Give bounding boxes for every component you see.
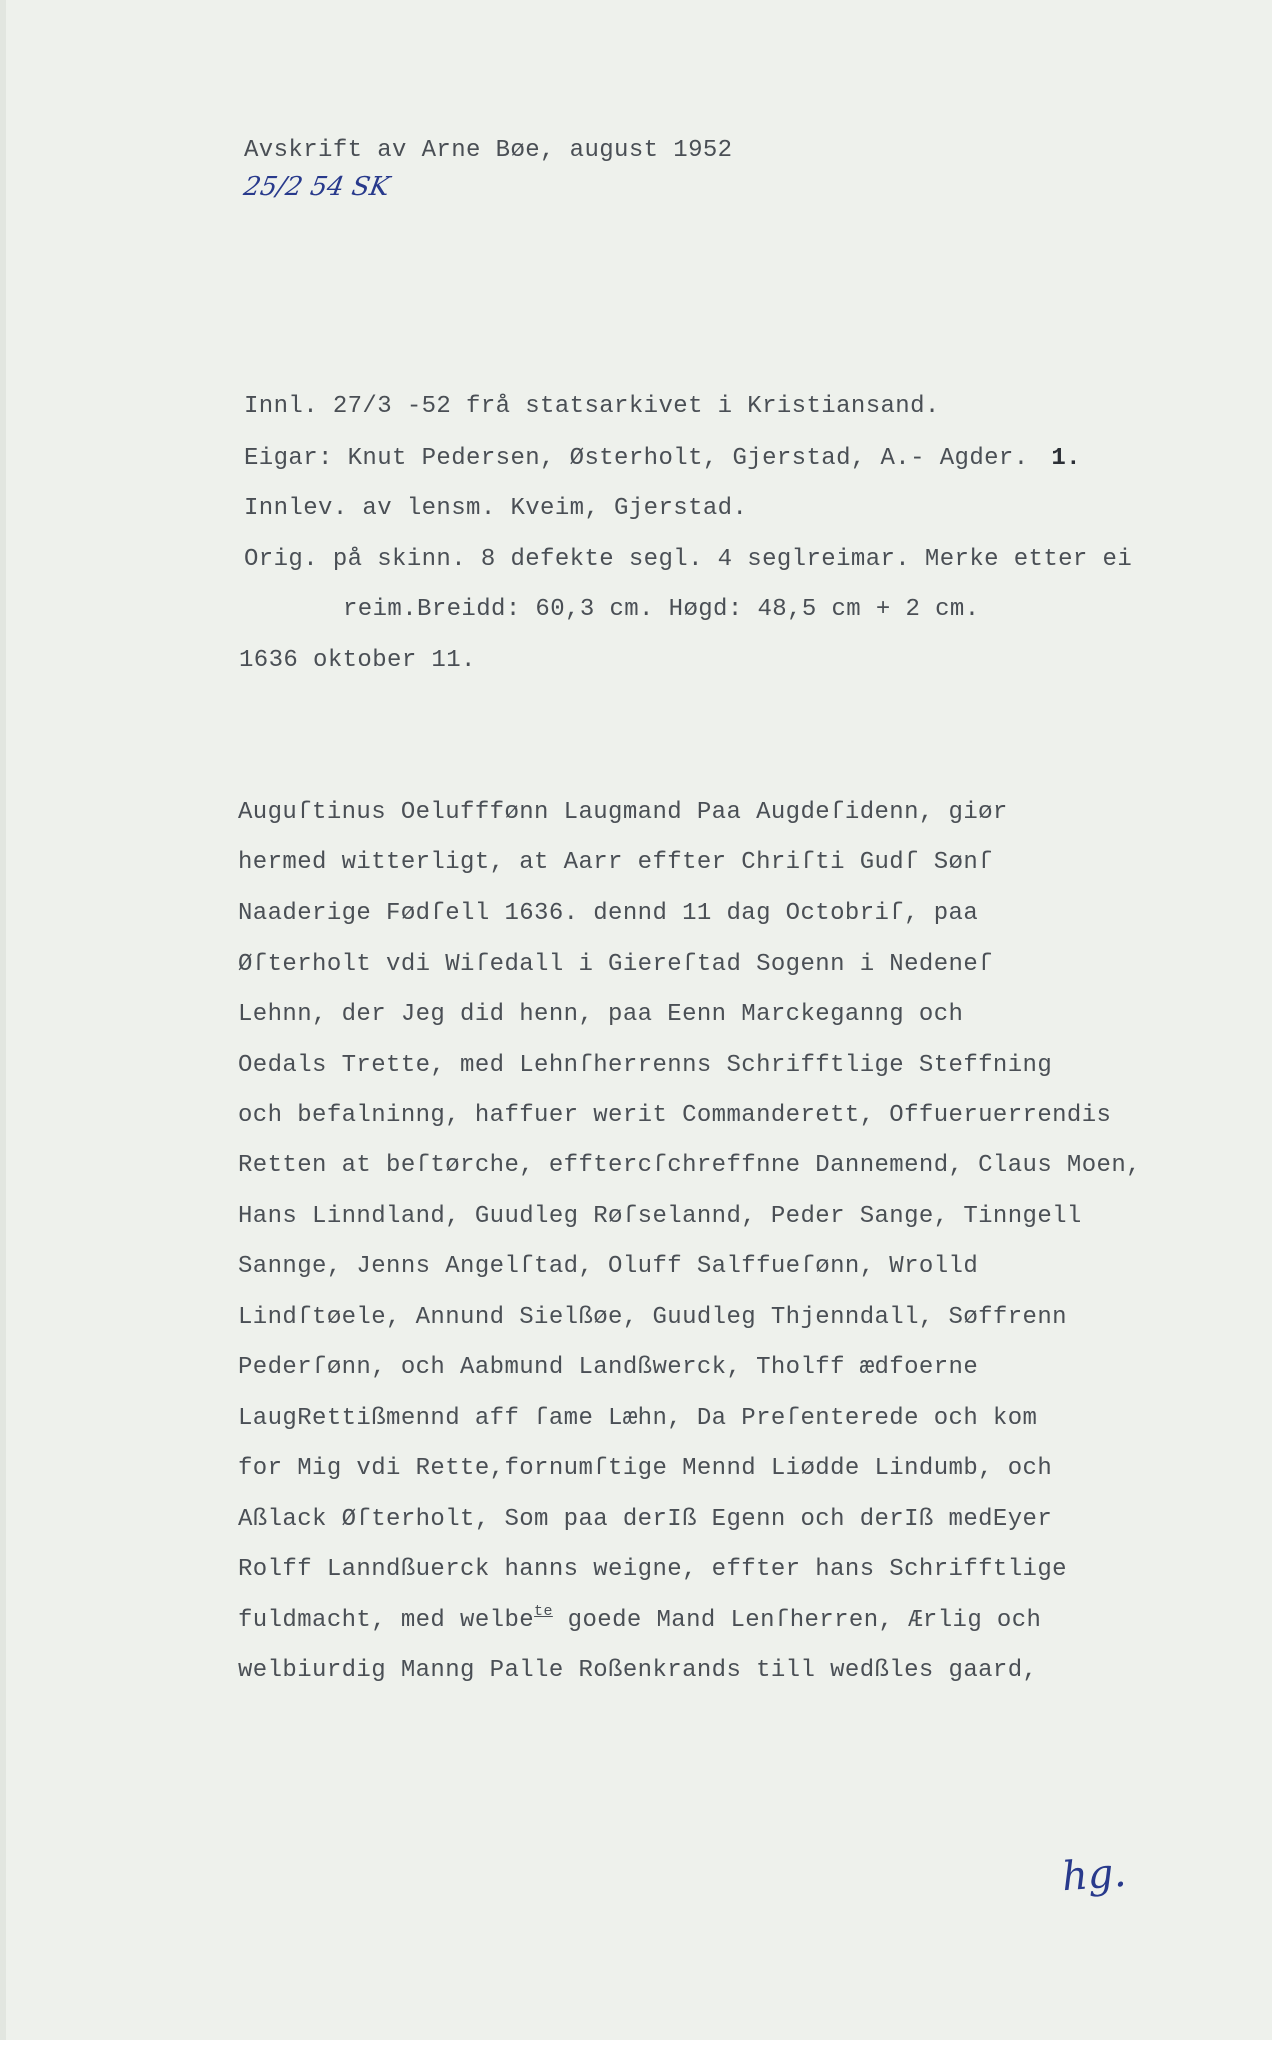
body-line: Auguſtinus Oelufffønn Laugmand Paa Augdeſidenn, giør — [238, 799, 1008, 826]
body-line-end: goede Mand Lenſherren, Ærlig och — [552, 1607, 1042, 1634]
record-dimensions-line: reim.Breidd: 60,3 cm. Høgd: 48,5 cm + 2 cm. — [343, 596, 980, 623]
transcript-note: Avskrift av Arne Bøe, august 1952 — [244, 137, 733, 164]
body-line: Pederſønn, och Aabmund Landßwerck, Tholff ædfoerne — [238, 1354, 979, 1381]
record-delivered-line: Innlev. av lensm. Kveim, Gjerstad. — [244, 495, 748, 522]
item-number: 1. — [1051, 445, 1081, 472]
record-original-line: Orig. på skinn. 8 defekte segl. 4 seglreimar. Merke etter ei — [244, 546, 1133, 573]
body-line: Øſterholt vdi Wiſedall i Giereſtad Sogenn i Nedeneſ — [238, 951, 993, 978]
record-date-line: 1636 oktober 11. — [239, 647, 476, 674]
body-line — [238, 1603, 1042, 1634]
owner-text: Eigar: Knut Pedersen, Østerholt, Gjerstad, A.- Agder. — [244, 445, 1029, 472]
body-line: LaugRettißmennd aff ſame Læhn, Da Preſenterede och kom — [238, 1405, 1038, 1432]
handwritten-reference: 25/2 54 SK — [241, 172, 392, 202]
record-owner-line — [244, 445, 1081, 472]
body-line: Naaderige Fødſell 1636. dennd 11 dag Octobriſ, paa — [238, 900, 979, 927]
body-line: for Mig vdi Rette,fornumſtige Mennd Liødde Lindumb, och — [238, 1455, 1053, 1482]
body-line: welbiurdig Manng Palle Roßenkrands till wedßles gaard, — [238, 1657, 1038, 1684]
superscript-abbreviation: te — [534, 1603, 553, 1620]
body-line: Sannge, Jenns Angelſtad, Oluff Salffueſønn, Wrolld — [238, 1253, 979, 1280]
body-line: Retten at beſtørche, efftercſchreffnne Dannemend, Claus Moen, — [238, 1152, 1141, 1179]
body-line: hermed witterligt, at Aarr effter Chriſti Gudſ Sønſ — [238, 849, 993, 876]
page-edge-shadow — [0, 0, 6, 2040]
body-line-start: fuldmacht, med welbe — [238, 1607, 535, 1634]
body-line: Hans Linndland, Guudleg Røſselannd, Peder Sange, Tinngell — [238, 1203, 1082, 1230]
body-line: och befalninng, haffuer werit Commanderett, Offueruerrendis — [238, 1102, 1112, 1129]
body-line: Rolff Lanndßuerck hanns weigne, effter hans Schrifftlige — [238, 1556, 1067, 1583]
record-received-line: Innl. 27/3 -52 frå statsarkivet i Kristiansand. — [244, 393, 940, 420]
body-line: Oedals Trette, med Lehnſherrenns Schrifftlige Steffning — [238, 1052, 1053, 1079]
body-line: Lindſtøele, Annund Sielßøe, Guudleg Thjenndall, Søffrenn — [238, 1304, 1067, 1331]
body-line: Lehnn, der Jeg did henn, paa Eenn Marckeganng och — [238, 1001, 964, 1028]
handwritten-initials: hg. — [1060, 1849, 1128, 1901]
body-line: Aßlack Øſterholt, Som paa derIß Egenn och derIß medEyer — [238, 1506, 1053, 1533]
